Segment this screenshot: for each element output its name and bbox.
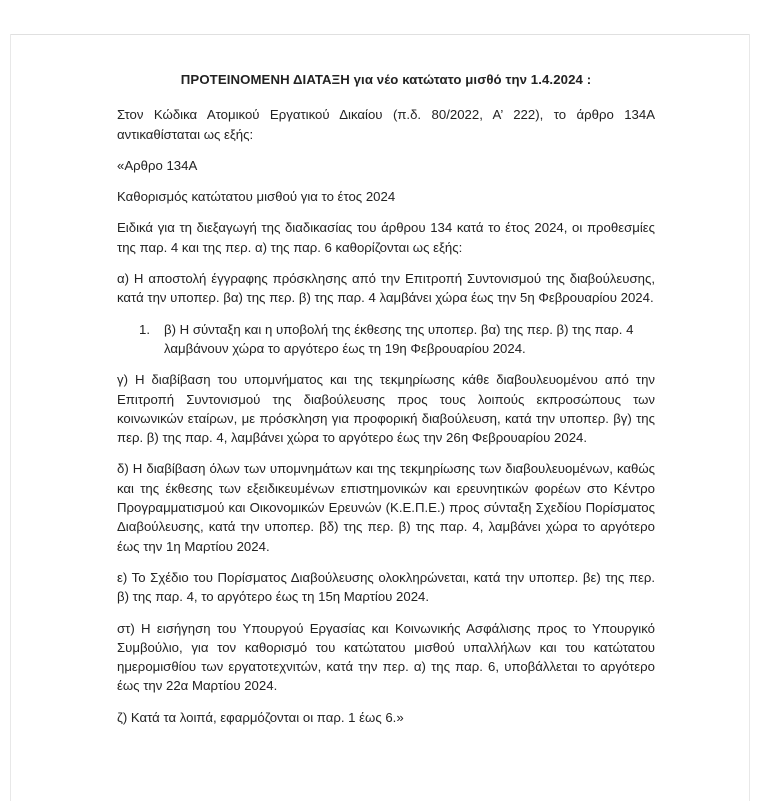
page-border-left <box>10 34 11 801</box>
paragraph-d: δ) Η διαβίβαση όλων των υπομνημάτων και της τεκμηρίωσης των διαβουλευομένων, καθώς και της έκθεσης των εξειδικευμένων επιστημονικών και ερευνητικών φορέων στο Κέντρο Προγραμματισμού και Οικονομικών Ερευνών (Κ.Ε.Π.Ε.) προς σύνταξη Σχεδίου Πορίσματος Διαβούλευσης, κατά την υποπερ. βδ) της περ. β) της παρ. 4, λαμβάνει χώρα το αργότερο έως την 1η Μαρτίου 2024. <box>117 461 655 554</box>
paragraph-f: στ) Η εισήγηση του Υπουργού Εργασίας και Κοινωνικής Ασφάλισης προς το Υπουργικό Συμβούλιο, για τον καθορισμό του κατώτατου μισθού υπαλλήλων και του κατώτατου ημερομισθίου των εργατοτεχνιτών, κατά την περ. α) της παρ. 6, υποβάλλεται το αργότερο έως την 22α Μαρτίου 2024. <box>117 620 655 694</box>
paragraph-e: ε) Το Σχέδιο του Πορίσματος Διαβούλευσης ολοκληρώνεται, κατά την υποπερ. βε) της περ. β) της παρ. 4, το αργότερο έως τη 15η Μαρτίου 2024. <box>117 569 655 605</box>
list-item-b <box>117 320 655 359</box>
intro-paragraph: Στον Κώδικα Ατομικού Εργατικού Δικαίου (π.δ. 80/2022, Α’ 222), το άρθρο 134Α αντικαθίσταται ως εξής: <box>117 107 655 142</box>
page-border-top <box>10 34 750 35</box>
article-subtitle: Καθορισμός κατώτατου μισθού για το έτος 2024 <box>117 189 396 205</box>
document-body <box>117 70 655 739</box>
lead-paragraph: Ειδικά για τη διεξαγωγή της διαδικασίας του άρθρου 134 κατά το έτος 2024, οι προθεσμίες της παρ. 4 και της περ. α) της παρ. 6 καθορίζονται ως εξής: <box>117 220 655 255</box>
list-number: 1. <box>139 321 150 337</box>
paragraph-a: α) Η αποστολή έγγραφης πρόσκλησης από την Επιτροπή Συντονισμού της διαβούλευσης, κατά την υποπερ. βα) της περ. β) της παρ. 4 λαμβάνει χώρα έως την 5η Φεβρουαρίου 2024. <box>117 271 655 306</box>
document-title: ΠΡΟΤΕΙΝΟΜΕΝΗ ΔΙΑΤΑΞΗ για νέο κατώτατο μισθό την 1.4.2024 : <box>180 72 592 87</box>
article-heading: «Αρθρο 134Α <box>117 157 198 173</box>
paragraph-c: γ) Η διαβίβαση του υπομνήματος και της τεκμηρίωσης κάθε διαβουλευομένου από την Επιτροπή Συντονισμού της διαβούλευσης προς τους λοιπούς εκπροσώπους των κοινωνικών εταίρων, με πρόσκληση για προφορική διαβούλευση, κατά την υποπερ. βγ) της περ. β) της παρ. 4, λαμβάνει χώρα το αργότερο έως την 26η Φεβρουαρίου 2024. <box>117 372 655 446</box>
page-border-right <box>749 34 750 801</box>
paragraph-g: ζ) Κατά τα λοιπά, εφαρμόζονται οι παρ. 1 έως 6.» <box>117 709 404 725</box>
paragraph-b: β) Η σύνταξη και η υποβολή της έκθεσης της υποπερ. βα) της περ. β) της παρ. 4 λαμβάνουν χώρα το αργότερο έως τη 19η Φεβρουαρίου 2024. <box>164 321 634 356</box>
